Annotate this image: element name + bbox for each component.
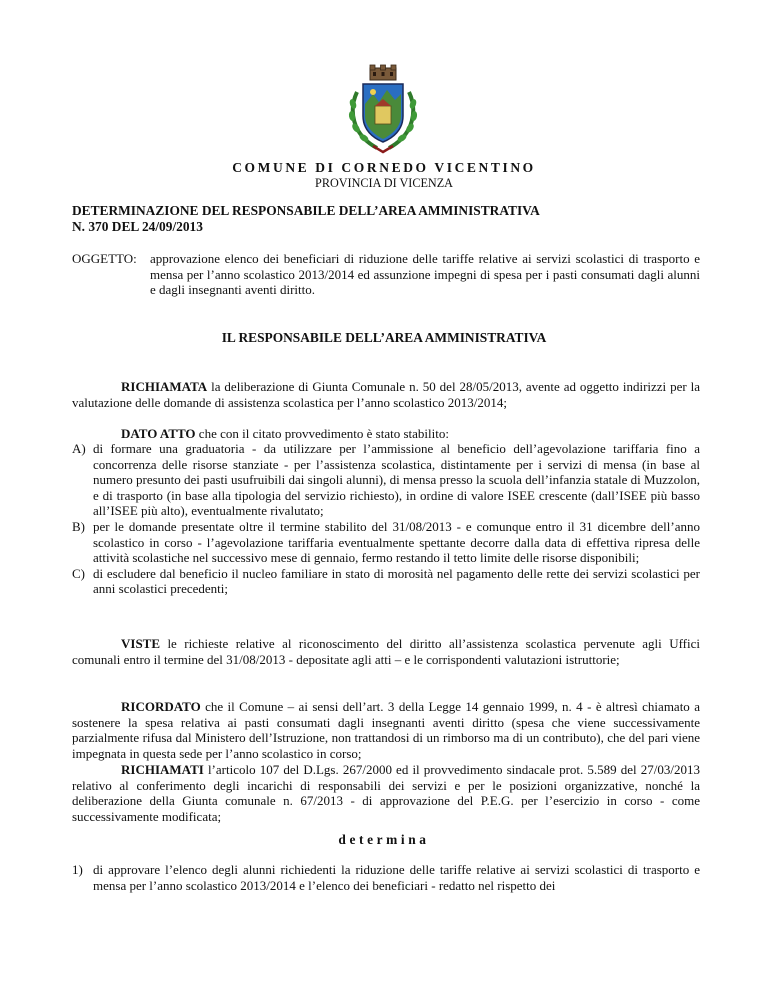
- richiamata-paragraph: [72, 379, 700, 410]
- list-marker: A): [72, 441, 86, 456]
- list-marker: C): [72, 565, 85, 581]
- oggetto-text: approvazione elenco dei beneficiari di riduzione delle tariffe relative ai servizi scolastici di trasporto e mensa per l’anno scolastico 2013/2014 ed assunzione impegni di spesa per i pasti consumati dagli alunni e dagli insegnanti aventi diritto.: [150, 251, 700, 298]
- determinazione-heading: [72, 203, 540, 234]
- viste-paragraph: [72, 636, 700, 667]
- list-item: [72, 862, 700, 893]
- provincia-name: PROVINCIA DI VICENZA: [315, 176, 453, 190]
- determinazione-title: DETERMINAZIONE DEL RESPONSABILE DELL’AREA AMMINISTRATIVA: [72, 203, 540, 218]
- list-marker: B): [72, 518, 85, 534]
- dato-atto-text: che con il citato provvedimento è stato stabilito:: [195, 426, 449, 441]
- viste-keyword: VISTE: [121, 636, 161, 651]
- list-item-text: di escludere dal beneficio il nucleo familiare in stato di morosità nel pagamento delle rette dei servizi scolastici per anni scolastici precedenti;: [93, 565, 700, 597]
- determina-list: [72, 862, 700, 893]
- list-item: [72, 519, 700, 566]
- richiamata-text: la deliberazione di Giunta Comunale n. 50 del 28/05/2013, avente ad oggetto indirizzi per la valutazione delle domande di assistenza scolastica per l’anno scolastico 2013/2014;: [72, 379, 700, 410]
- determinazione-number: N. 370 DEL 24/09/2013: [72, 218, 203, 234]
- list-item: [72, 566, 700, 597]
- comune-name: COMUNE DI CORNEDO VICENTINO: [232, 160, 536, 175]
- oggetto-block: [72, 251, 700, 298]
- richiamati-paragraph: [72, 762, 700, 824]
- dato-atto-list: [72, 441, 700, 597]
- ricordato-text: che il Comune – ai sensi dell’art. 3 della Legge 14 gennaio 1999, n. 4 - è altresì chiamato a sostenere la spesa relativa ai pasti consumati dagli insegnanti aventi diritto (spesa che viene successivamente parzialmente rifusa dal Ministero dell’Istruzione, non trattandosi di un rimborso ma di un contributo), che del pari viene impegnata in questa sede per l’anno scolastico in corso;: [72, 699, 700, 761]
- ricordato-paragraph: [72, 699, 700, 761]
- richiamati-keyword: RICHIAMATI: [121, 762, 204, 777]
- dato-atto-keyword: DATO ATTO: [121, 426, 196, 441]
- dato-atto-paragraph: [72, 426, 700, 442]
- richiamata-keyword: RICHIAMATA: [121, 379, 208, 394]
- ricordato-keyword: RICORDATO: [121, 699, 201, 714]
- viste-text: le richieste relative al riconoscimento del diritto all’assistenza scolastica pervenute agli Uffici comunali entro il termine del 31/08/2013 - depositate agli atti – e le corrispondenti valutazioni istruttorie;: [72, 636, 700, 667]
- richiamati-text: l’articolo 107 del D.Lgs. 267/2000 ed il provvedimento sindacale prot. 5.589 del 27/03/2013 relativo al conferimento degli incarichi di responsabili dei servizi e per le posizioni organizzative, nonché la deliberazione della Giunta comunale n. 67/2013 - di approvazione del P.E.G. per l’esercizio in corso - come successivamente modificata;: [72, 762, 700, 824]
- list-item-text: di formare una graduatoria - da utilizzare per l’ammissione al beneficio dell’agevolazione tariffaria fino a concorrenza delle risorse stanziate - per l’assistenza scolastica, distintamente per i servizi di mensa (in base al numero presunto dei pasti usufruibili dai singoli alunni), di mensa presso la scuola dell’infanzia statale di Muzzolon, e di trasporto (in base alla tipologia del servizio richiesto), in ordine di valore ISEE crescente (dall’ISEE più basso all’ISEE più alto), eventualmente rivalutato;: [93, 441, 700, 519]
- determina-heading: determina: [338, 832, 430, 847]
- list-item-text: di approvare l’elenco degli alunni richiedenti la riduzione delle tariffe relative ai servizi scolastici di trasporto e mensa per l’anno scolastico 2013/2014 e l’elenco dei beneficiari - redatto nel rispetto dei: [93, 862, 700, 893]
- responsabile-heading: IL RESPONSABILE DELL’AREA AMMINISTRATIVA: [221, 330, 547, 345]
- list-marker: 1): [72, 862, 83, 877]
- oggetto-label: OGGETTO:: [72, 251, 137, 266]
- municipal-coat-of-arms-icon: [343, 64, 423, 154]
- list-item-text: per le domande presentate oltre il termine stabilito del 31/08/2013 - e comunque entro il 31 dicembre dell’anno scolastico in corso - l’agevolazione tariffaria eventualmente spettante decorre dalla data di effettiva ripresa delle attività scolastiche nel successivo mese di gennaio, fermo restando il tetto limite delle risorse disponibili;: [93, 518, 700, 566]
- list-item: [72, 441, 700, 519]
